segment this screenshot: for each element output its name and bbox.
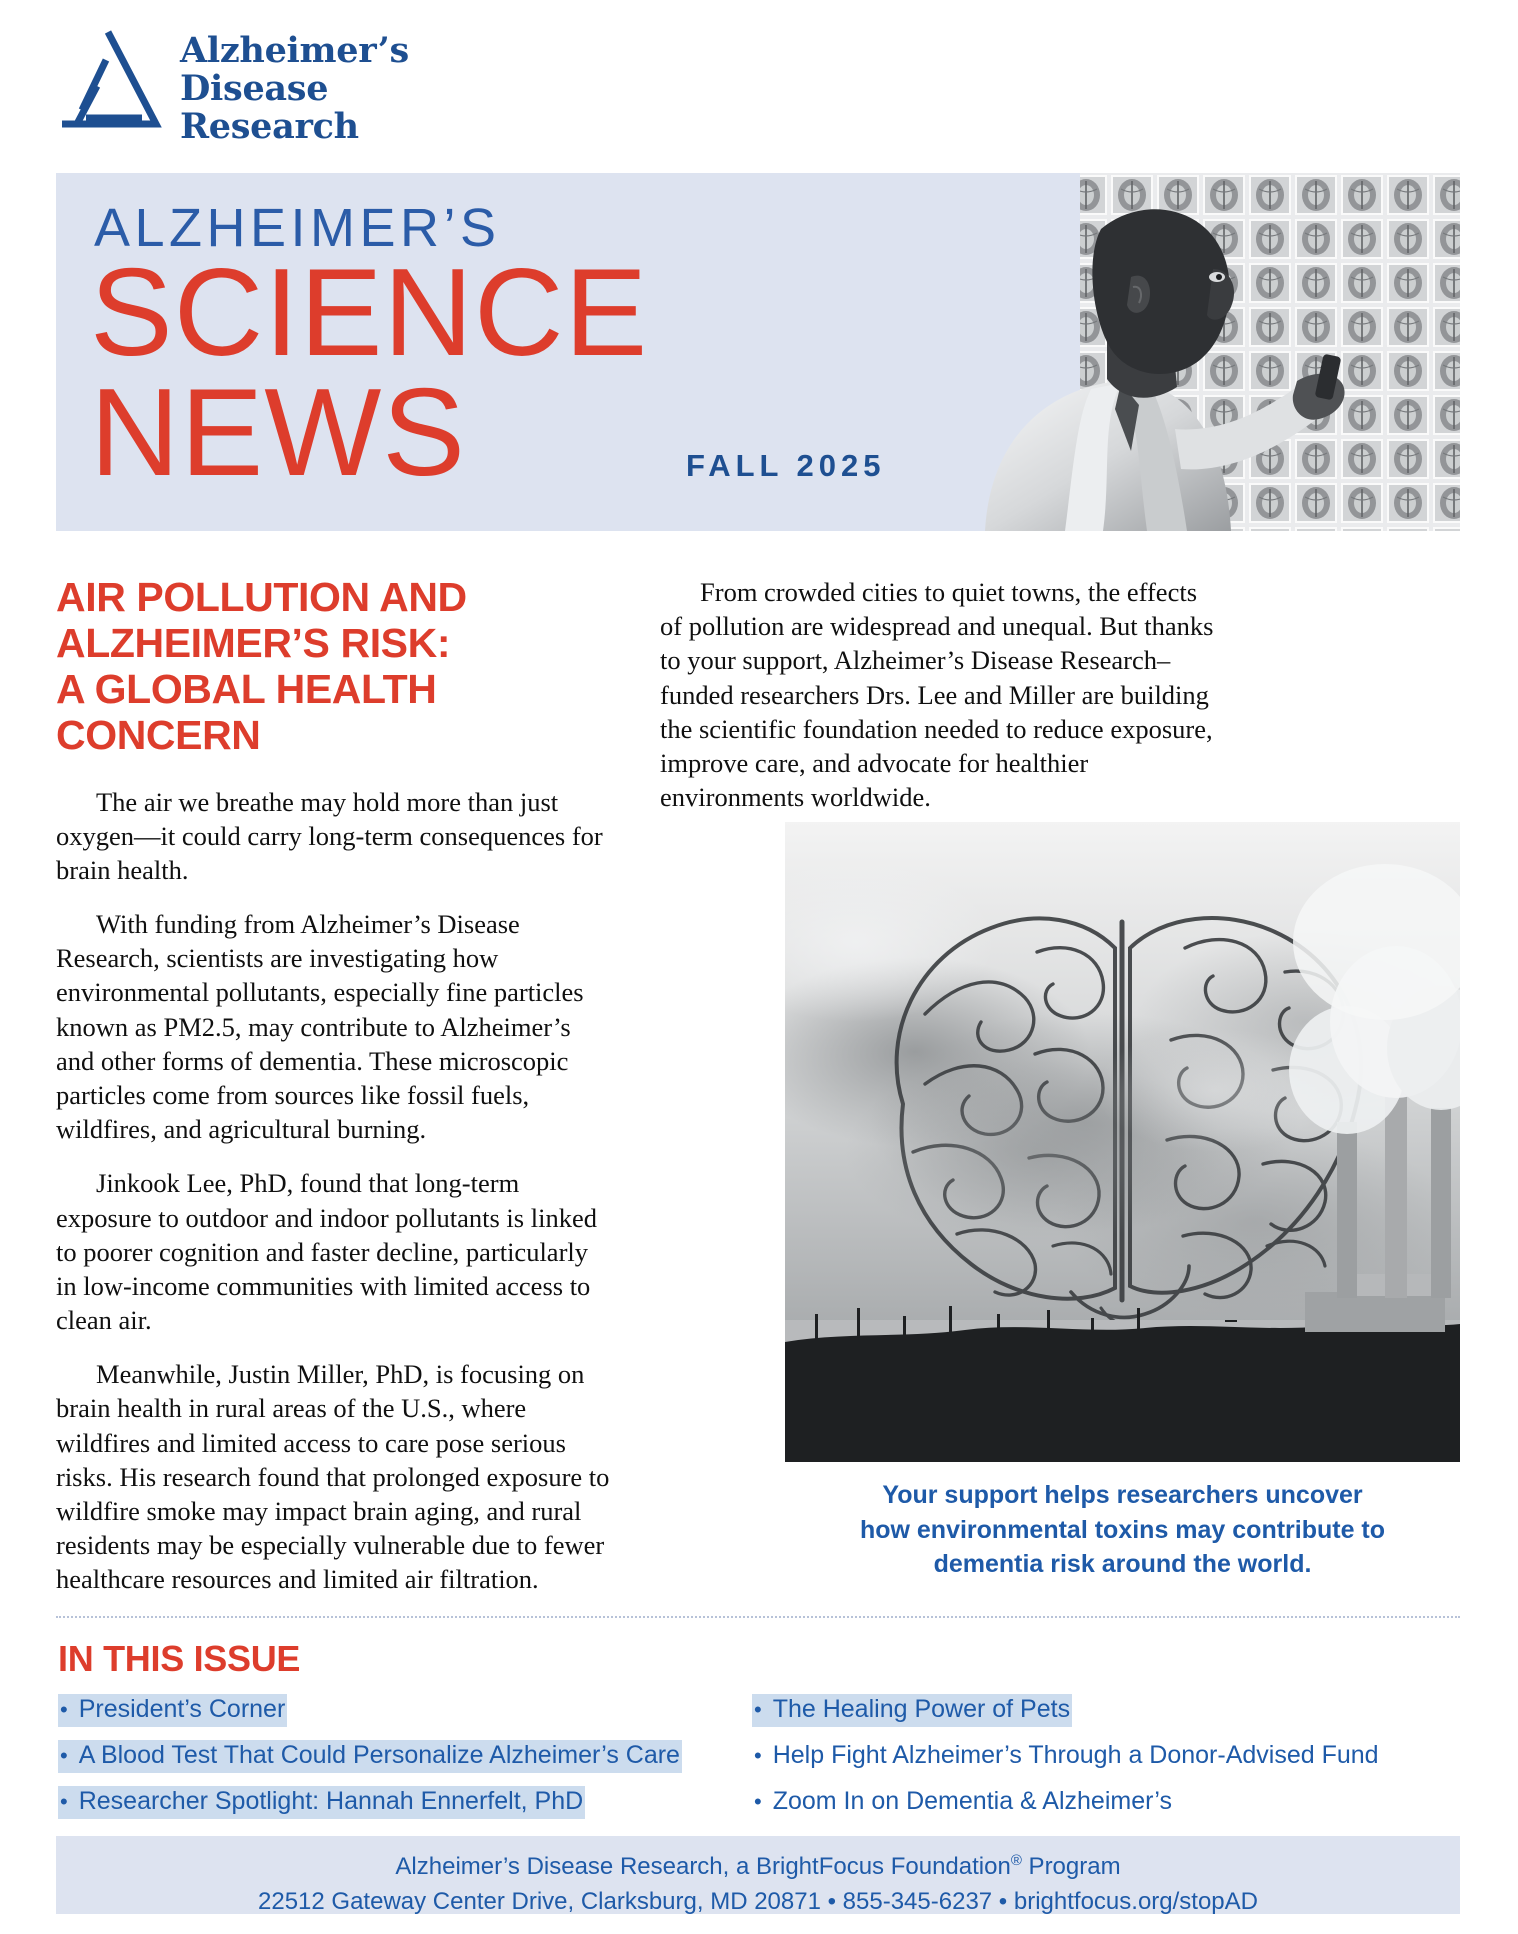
issue-item-label: Help Fight Alzheimer’s Through a Donor-Advised Fund — [772, 1741, 1379, 1769]
article-paragraph: With funding from Alzheimer’s Disease Research, scientists are investigating how environmental pollutants, especially fine particles known as PM2.5, may contribute to Alzheimer’s and other forms of dementia. These microscopic particles come from sources like fossil fuels, wildfires, and agricultural burning. — [56, 909, 584, 1145]
issue-list-item[interactable] — [752, 1740, 1381, 1773]
footer-org-pre: Alzheimer’s Disease Research, a BrightFocus Foundation — [395, 1853, 1011, 1880]
article-paragraph: Jinkook Lee, PhD, found that long-term exposure to outdoor and indoor pollutants is linked to poorer cognition and faster decline, particularly in low-income communities with limited access to clean air. — [56, 1168, 597, 1336]
article-paragraph: From crowded cities to quiet towns, the effects of pollution are widespread and unequal. But thanks to your support, Alzheimer’s Disease Research–funded researchers Drs. Lee and Miller are building the scientific foundation needed to reduce exposure, improve care, and advocate for healthier environments worldwide. — [660, 577, 1214, 813]
bullet-icon: • — [60, 1697, 68, 1722]
bullet-icon: • — [754, 1789, 762, 1814]
in-this-issue-column-left — [58, 1694, 758, 1832]
article-headline — [56, 575, 612, 759]
section-divider — [56, 1616, 1460, 1618]
issue-item-label: Researcher Spotlight: Hannah Ennerfelt, PhD — [78, 1787, 584, 1815]
issue-date: FALL 2025 — [686, 448, 886, 483]
headline-line-2: ALZHEIMER’S RISK: — [56, 619, 451, 666]
in-this-issue-title: IN THIS ISSUE — [58, 1638, 301, 1679]
issue-list-item[interactable] — [58, 1786, 585, 1819]
article-left-column — [56, 575, 612, 1616]
caption-line-3: dementia risk around the world. — [933, 1550, 1312, 1578]
footer-line-2: 22512 Gateway Center Drive, Clarksburg, MD 20871 • 855-345-6237 • brightfocus.org/stopAD — [258, 1887, 1258, 1915]
issue-list-item[interactable] — [58, 1740, 682, 1773]
bullet-icon: • — [754, 1697, 762, 1722]
bullet-icon: • — [60, 1743, 68, 1768]
issue-list-item[interactable] — [58, 1694, 287, 1727]
bullet-icon: • — [60, 1789, 68, 1814]
bullet-icon: • — [754, 1743, 762, 1768]
headline-line-4: CONCERN — [56, 711, 261, 758]
article-right-column — [660, 575, 1216, 834]
logo-line-3: Research — [180, 105, 359, 147]
page-footer — [56, 1836, 1460, 1914]
issue-item-label: President’s Corner — [78, 1695, 286, 1723]
caption-line-1: Your support helps researchers uncover — [882, 1481, 1363, 1509]
triangle-logo-icon — [56, 26, 164, 134]
footer-line-1 — [56, 1850, 1460, 1885]
issue-list-item[interactable] — [752, 1694, 1072, 1727]
footer-org-post: Program — [1021, 1853, 1121, 1880]
issue-item-label: A Blood Test That Could Personalize Alzheimer’s Care — [78, 1741, 680, 1769]
in-this-issue-column-right — [752, 1694, 1452, 1832]
researcher-photo — [925, 173, 1460, 531]
registered-mark-icon: ® — [1010, 1852, 1022, 1869]
caption-line-2: how environmental toxins may contribute to — [859, 1515, 1386, 1544]
headline-line-3: A GLOBAL HEALTH — [56, 665, 437, 712]
logo-line-2: Disease — [180, 67, 329, 109]
issue-item-label: The Healing Power of Pets — [772, 1695, 1071, 1723]
masthead-title-line1: SCIENCE — [90, 244, 649, 382]
masthead-kicker: ALZHEIMER’S — [94, 198, 501, 258]
masthead-title-line2: NEWS — [90, 364, 466, 502]
headline-line-1: AIR POLLUTION AND — [56, 574, 467, 620]
organization-logo — [56, 26, 409, 145]
organization-name — [180, 26, 409, 145]
article-paragraph: The air we breathe may hold more than just oxygen—it could carry long-term consequences for brain health. — [56, 786, 603, 885]
article-paragraph: Meanwhile, Justin Miller, PhD, is focusing on brain health in rural areas of the U.S., where wildfires and limited access to care pose serious risks. His research found that prolonged exposure to wildfire smoke may impact brain aging, and rural residents may be especially vulnerable due to fewer healthcare resources and limited air filtration. — [56, 1359, 610, 1595]
issue-list-item[interactable] — [752, 1786, 1174, 1819]
logo-line-1: Alzheimer’s — [180, 30, 409, 71]
masthead-banner — [56, 173, 1460, 531]
figure-caption — [785, 1478, 1460, 1582]
issue-item-label: Zoom In on Dementia & Alzheimer’s — [772, 1787, 1172, 1815]
brain-pollution-image — [785, 822, 1460, 1462]
